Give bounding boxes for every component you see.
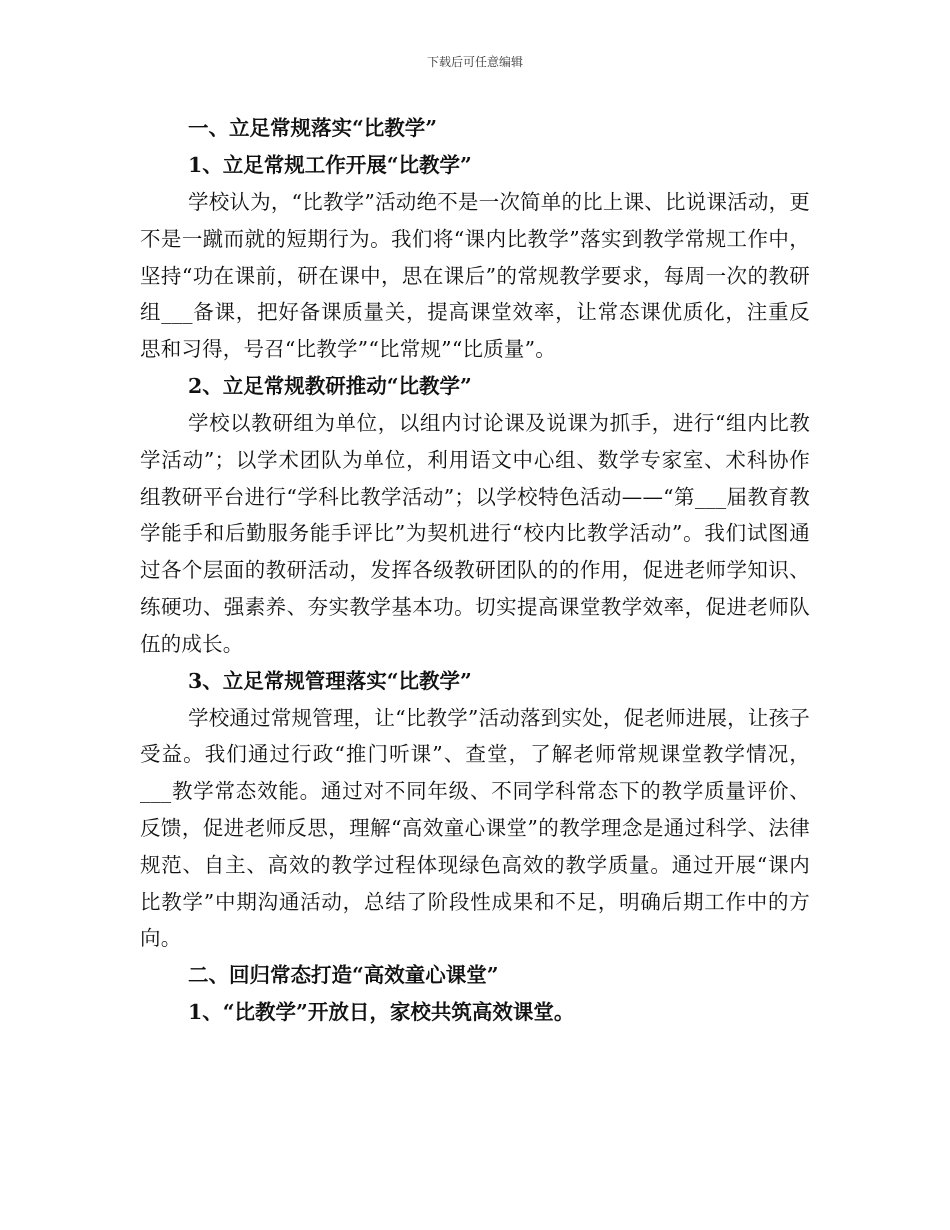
subsection-heading-2-1: 1、“比教学”开放日，家校共筑高效课堂。: [188, 1000, 575, 1025]
page-header: 下载后可任意编辑: [426, 55, 523, 69]
section-heading-1: 一、立足常规落实“比教学”: [188, 116, 438, 140]
section-heading-2: 二、回归常态打造“高效童心课堂”: [188, 963, 499, 988]
subsection-heading-1-3: 3、立足常规管理落实“比教学”: [188, 668, 472, 693]
paragraph-2: 学校以教研组为单位，以组内讨论课及说课为抓手，进行“组内比教学活动”；以学术团队为单位，利用语文中心组、数学专家室、术科协作组教研平台进行“学科比教学活动”；以学校特色活动——“第___届教育教学能手和后勤服务能手评比”为契机进行“校内比教学活动”。我们试图通过各个层面的教研活动，发挥各级教研团队的的作用，促进老师学知识、练硬功、强素养、夯实教学基本功。切实提高课堂教学效率，促进老师队伍的成长。: [140, 410, 810, 656]
paragraph-3: 学校通过常规管理，让“比教学”活动落到实处，促老师进展，让孩子受益。我们通过行政“推门听课”、查堂，了解老师常规课堂教学情况，___教学常态效能。通过对不同年级、不同学科常态下的教学质量评价、反馈，促进老师反思，理解“高效童心课堂”的教学理念是通过科学、法律规范、自主、高效的教学过程体现绿色高效的教学质量。通过开展“课内比教学”中期沟通活动，总结了阶段性成果和不足，明确后期工作中的方向。: [140, 705, 810, 951]
subsection-heading-1-1: 1、立足常规工作开展“比教学”: [188, 153, 472, 177]
paragraph-1: 学校认为，“比教学”活动绝不是一次简单的比上课、比说课活动，更不是一蹴而就的短期行为。我们将“课内比教学”落实到教学常规工作中，坚持“功在课前，研在课中，思在课后”的常规教学要求，每周一次的教研组___备课，把好备课质量关，提高课堂效率，让常态课优质化，注重反思和习得，号召“比教学”“比常规”“比质量”。: [140, 190, 810, 362]
document-body: [140, 110, 810, 1031]
subsection-heading-1-2: 2、立足常规教研推动“比教学”: [188, 373, 472, 398]
